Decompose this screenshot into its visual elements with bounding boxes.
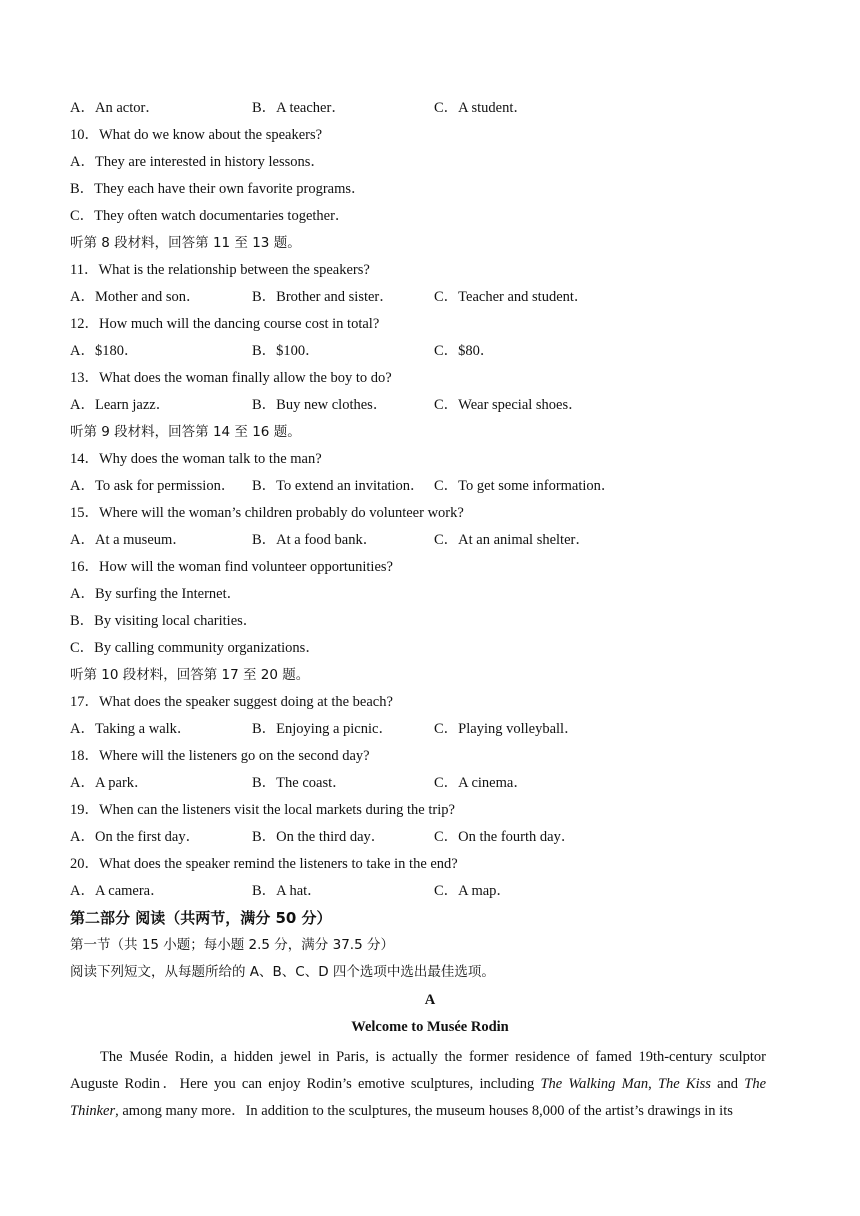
q17-option-a[interactable]: A．Taking a walk． [70, 721, 192, 737]
q9-option-a[interactable]: A．An actor． [70, 100, 160, 116]
q15-option-c[interactable]: C．At an animal shelter． [434, 532, 590, 548]
q20-option-a[interactable]: A．A camera． [70, 883, 165, 899]
q9-option-b[interactable]: B．A teacher． [252, 100, 346, 116]
section-1-title: 第一节（共 15 小题；每小题 2.5 分，满分 37.5 分） [70, 937, 394, 953]
q12-option-b[interactable]: B．$100． [252, 343, 320, 359]
q10-option-c[interactable]: C．They often watch documentaries together． [70, 208, 350, 224]
passage-text-2: , among many more．In addition to the sculptures, the museum houses 8,000 of the artist’s drawings in its [115, 1103, 733, 1119]
q17-option-c[interactable]: C．Playing volleyball． [434, 721, 579, 737]
q18-option-b[interactable]: B．The coast． [252, 775, 347, 791]
q18-option-a[interactable]: A．A park． [70, 775, 149, 791]
q11-option-b[interactable]: B．Brother and sister． [252, 289, 394, 305]
q12-option-c[interactable]: C．$80． [434, 343, 495, 359]
q14-option-a[interactable]: A．To ask for permission． [70, 478, 236, 494]
q15-stem: 15．Where will the woman’s children probably do volunteer work? [70, 505, 464, 521]
q13-option-a[interactable]: A．Learn jazz． [70, 397, 171, 413]
q20-option-c[interactable]: C．A map． [434, 883, 511, 899]
q10-stem: 10．What do we know about the speakers? [70, 127, 323, 143]
q11-option-c[interactable]: C．Teacher and student． [434, 289, 589, 305]
q10-option-a[interactable]: A．They are interested in history lessons． [70, 154, 325, 170]
q14-option-b[interactable]: B．To extend an invitation． [252, 478, 425, 494]
q12-stem: 12．How much will the dancing course cost in total? [70, 316, 380, 332]
q16-stem: 16．How will the woman find volunteer opportunities? [70, 559, 393, 575]
q16-option-c[interactable]: C．By calling community organizations． [70, 640, 320, 656]
q9-option-c[interactable]: C．A student． [434, 100, 528, 116]
artwork-kiss: The Kiss [657, 1076, 711, 1092]
passage-title: Welcome to Musée Rodin [351, 1019, 509, 1035]
passage-letter: A [424, 992, 436, 1008]
q13-option-b[interactable]: B．Buy new clothes． [252, 397, 388, 413]
q19-stem: 19．When can the listeners visit the local markets during the trip? [70, 802, 455, 818]
part-2-title: 第二部分 阅读（共两节，满分 50 分） [70, 909, 332, 927]
q20-stem: 20．What does the speaker remind the listeners to take in the end? [70, 856, 458, 872]
passage-text-1: The Musée Rodin, a hidden jewel in Paris, is actually the former residence of famed 19th-century sculptor Auguste Rodin．Here you can enjoy Rodin’s emotive sculptures, including [70, 1049, 766, 1092]
q14-stem: 14．Why does the woman talk to the man? [70, 451, 322, 467]
passage-separator: , [648, 1076, 658, 1092]
passage-conjunction: and [710, 1076, 745, 1092]
q17-option-b[interactable]: B．Enjoying a picnic． [252, 721, 393, 737]
q16-option-a[interactable]: A．By surfing the Internet． [70, 586, 242, 602]
q10-option-b[interactable]: B．They each have their own favorite programs． [70, 181, 366, 197]
q15-option-a[interactable]: A．At a museum． [70, 532, 187, 548]
q12-option-a[interactable]: A．$180． [70, 343, 139, 359]
q16-option-b[interactable]: B．By visiting local charities． [70, 613, 258, 629]
q13-stem: 13．What does the woman finally allow the boy to do? [70, 370, 392, 386]
q11-option-a[interactable]: A．Mother and son． [70, 289, 201, 305]
q13-option-c[interactable]: C．Wear special shoes． [434, 397, 583, 413]
passage-paragraph [70, 1044, 766, 1125]
artwork-walking-man: The Walking Man [540, 1076, 649, 1092]
artwork-thinker: The Thinker [70, 1076, 766, 1119]
q14-option-c[interactable]: C．To get some information． [434, 478, 616, 494]
q18-option-c[interactable]: C．A cinema． [434, 775, 528, 791]
reading-instructions: 阅读下列短文，从每题所给的 A、B、C、D 四个选项中选出最佳选项。 [70, 964, 495, 980]
q19-option-a[interactable]: A．On the first day． [70, 829, 201, 845]
q15-option-b[interactable]: B．At a food bank． [252, 532, 378, 548]
section-10-heading: 听第 10 段材料，回答第 17 至 20 题。 [70, 667, 310, 683]
q19-option-c[interactable]: C．On the fourth day． [434, 829, 576, 845]
q11-stem: 11．What is the relationship between the speakers? [70, 262, 370, 278]
q20-option-b[interactable]: B．A hat． [252, 883, 322, 899]
section-9-heading: 听第 9 段材料，回答第 14 至 16 题。 [70, 424, 301, 440]
q19-option-b[interactable]: B．On the third day． [252, 829, 386, 845]
q18-stem: 18．Where will the listeners go on the second day? [70, 748, 370, 764]
q17-stem: 17．What does the speaker suggest doing at the beach? [70, 694, 393, 710]
section-8-heading: 听第 8 段材料，回答第 11 至 13 题。 [70, 235, 301, 251]
